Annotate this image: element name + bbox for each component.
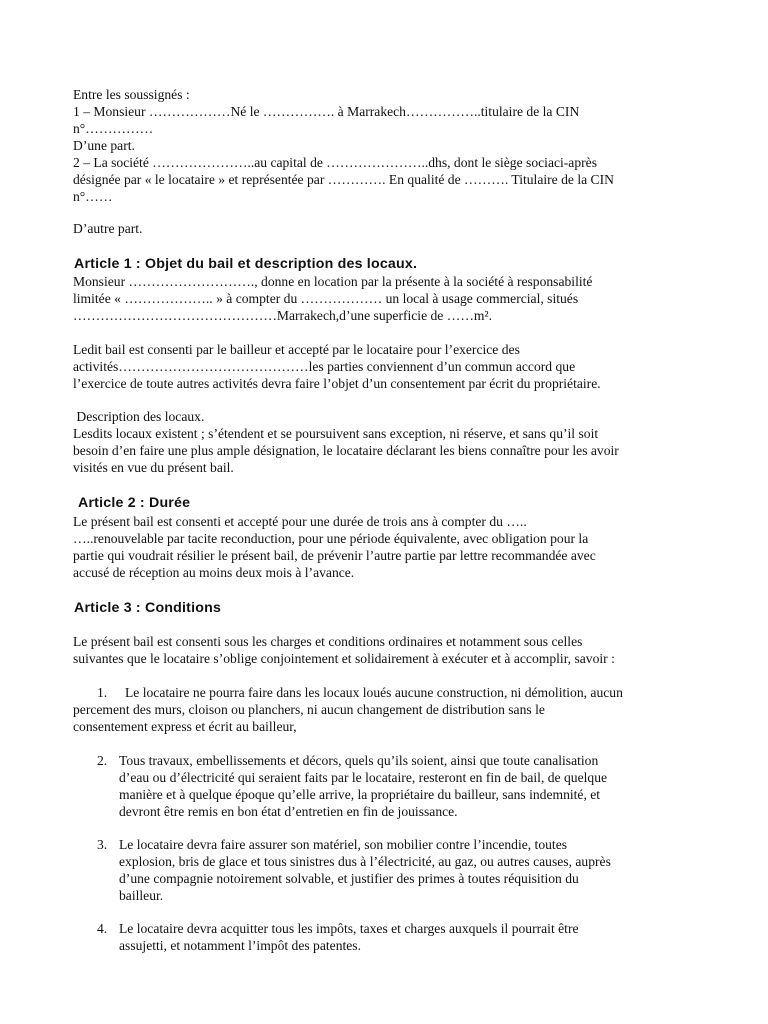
article3-heading: Article 3 : Conditions: [74, 600, 222, 616]
text-line: ………………………………………Marrakech,d’une superficie de ……m².: [73, 308, 492, 323]
text-line: Ledit bail est consenti par le bailleur et accepté par le locataire pour l’exercice des: [73, 342, 520, 357]
text-line: percement des murs, cloison ou planchers, ni aucun changement de distribution sans le: [73, 702, 545, 717]
condition-item-2: [73, 752, 713, 820]
text-line: visités en vue du présent bail.: [73, 460, 234, 475]
item-text: Le locataire ne pourra faire dans les locaux loués aucune construction, ni démolition, aucun: [125, 685, 623, 700]
article1-paragraph-2: [73, 341, 713, 392]
article1-heading: Article 1 : Objet du bail et description des locaux.: [74, 256, 418, 272]
item-text: Tous travaux, embellissements et décors, quels qu’ils soient, ainsi que toute canalisation: [119, 753, 599, 768]
item-first-line: [73, 684, 713, 701]
intro-line: n°……………: [73, 121, 154, 136]
text-line: …..renouvelable par tacite reconduction, pour une période équivalente, avec obligation pour la: [73, 531, 589, 546]
item-number: 4.: [97, 921, 108, 936]
intro-line: n°……: [73, 189, 113, 204]
item-text: Le locataire devra faire assurer son matériel, son mobilier contre l’incendie, toutes: [119, 837, 568, 852]
text-line: Le présent bail est consenti sous les charges et conditions ordinaires et notamment sous celles: [73, 634, 583, 649]
text-line: Le présent bail est consenti et accepté pour une durée de trois ans à compter du …..: [73, 514, 527, 529]
item-text: Le locataire devra acquitter tous les impôts, taxes et charges auxquels il pourrait être: [119, 921, 579, 936]
item-first-line: [73, 752, 713, 769]
intro-line: Entre les soussignés :: [73, 87, 190, 102]
text-line: besoin d’en faire une plus ample désignation, le locataire déclarant les biens connaître pour les avoir: [73, 443, 619, 458]
item-first-line: [73, 836, 713, 853]
article1-paragraph-1: [73, 273, 713, 324]
text-line: limitée « ……………….. » à compter du ……………… un local à usage commercial, situés: [73, 291, 579, 306]
text-line: l’exercice de toute autres activités devra faire l’objet d’un consentement par écrit du propriétaire.: [73, 376, 601, 391]
text-line: suivantes que le locataire s’oblige conjointement et solidairement à exécuter et à accomplir, savoir :: [73, 651, 615, 666]
article1-paragraph-3: [73, 408, 713, 476]
intro-line: désignée par « le locataire » et représentée par …………. En qualité de ………. Titulaire de la CIN: [73, 172, 614, 187]
intro-line: 2 – La société …………………..au capital de …………………..dhs, dont le siège sociaci-après: [73, 155, 597, 170]
text-line: explosion, bris de glace et tous sinistres dus à l’électricité, au gaz, ou autres causes, auprès: [119, 854, 611, 869]
item-first-line: [73, 920, 713, 937]
autre-part: [73, 220, 713, 237]
text-line: consentement express et écrit au bailleur,: [73, 719, 297, 734]
condition-item-1: [73, 684, 713, 735]
article2-heading: Article 2 : Durée: [78, 495, 191, 511]
autre-part-text: D’autre part.: [73, 221, 143, 236]
text-line: assujetti, et notamment l’impôt des patentes.: [119, 938, 361, 953]
item-number: 2.: [97, 753, 108, 768]
text-line: activités……………………………………les parties conviennent d’un commun accord que: [73, 359, 576, 374]
intro-line: 1 – Monsieur ………………Né le ……………. à Marrakech……………..titulaire de la CIN: [73, 104, 580, 119]
article3-paragraph-1: [73, 633, 713, 667]
article2-paragraph-1: [73, 513, 713, 581]
item-number: 1.: [97, 685, 108, 700]
condition-item-4: [73, 920, 713, 954]
text-line: Lesdits locaux existent ; s’étendent et se poursuivent sans exception, ni réserve, et sans qu’il soit: [73, 426, 599, 441]
text-line: Monsieur ………………………., donne en location par la présente à la société à responsabilité: [73, 274, 593, 289]
text-line: Description des locaux.: [73, 409, 205, 424]
intro-line: D’une part.: [73, 138, 135, 153]
text-line: bailleur.: [119, 888, 164, 903]
text-line: d’eau ou d’électricité qui seraient faits par le locataire, resteront en fin de bail, de quelque: [119, 770, 608, 785]
text-line: d’une compagnie notoirement solvable, et justifier des primes à toutes réquisition du: [119, 871, 579, 886]
intro-block: [73, 86, 713, 205]
text-line: manière et à quelque époque qu’elle arrive, la propriétaire du bailleur, sans indemnité, et: [119, 787, 601, 802]
text-line: partie qui voudrait résilier le présent bail, de prévenir l’autre partie par lettre recommandée avec: [73, 548, 596, 563]
text-line: accusé de réception au moins deux mois à l’avance.: [73, 565, 355, 580]
item-number: 3.: [97, 837, 108, 852]
condition-item-3: [73, 836, 713, 904]
text-line: devront être remis en bon état d’entretien en fin de jouissance.: [119, 804, 458, 819]
